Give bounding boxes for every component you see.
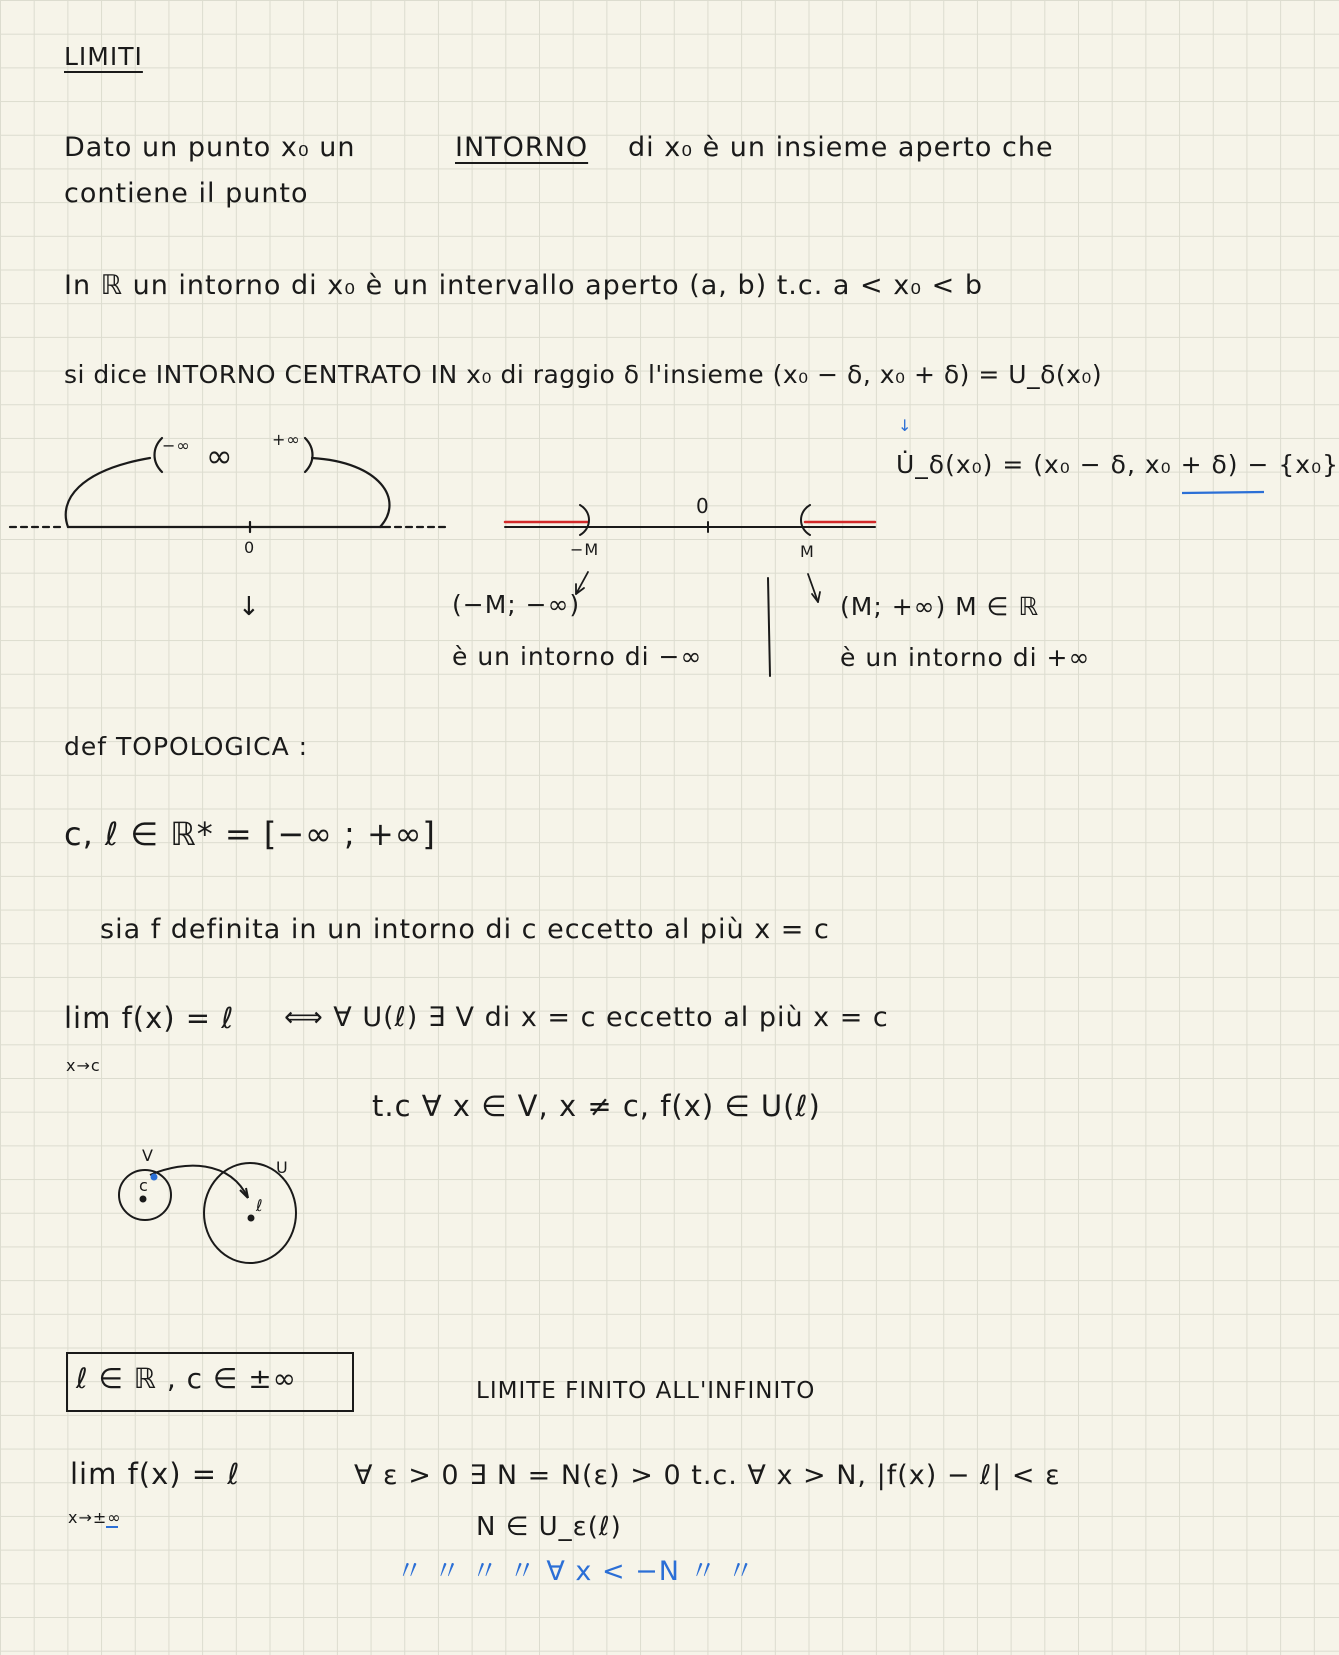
def-topologica: def TOPOLOGICA : (64, 732, 309, 761)
intorno-bucato-line: U̇_δ(x₀) = (x₀ − δ, x₀ + δ) − {x₀} (896, 450, 1339, 479)
down-arrow-icon: ↓ (238, 592, 261, 622)
limit-condition: t.c ∀ x ∈ V, x ≠ c, f(x) ∈ U(ℓ) (372, 1089, 821, 1123)
limit-lhs: lim f(x) = ℓ (64, 1001, 235, 1035)
venn-u-label: U (276, 1158, 289, 1177)
venn-v-label: V (142, 1146, 154, 1165)
blue-underline (1182, 492, 1264, 493)
keyword-intorno: INTORNO (455, 132, 589, 163)
minus-m-label: −M (570, 540, 600, 559)
venn-c-label: c (139, 1176, 149, 1195)
page-title: LIMITI (64, 42, 143, 71)
def-intorno-line1b: di x₀ è un insieme aperto che (628, 132, 1054, 163)
blue-arrow-icon: ↓ (898, 416, 913, 435)
neg-inf-label: −∞ (162, 436, 191, 455)
finite-limit-neighborhood: N ∈ U_ε(ℓ) (476, 1512, 622, 1542)
finite-limit-rhs: ∀ ε > 0 ∃ N = N(ε) > 0 t.c. ∀ x > N, |f(x) − ℓ| < ε (354, 1460, 1061, 1491)
fig1-zero: 0 (244, 538, 256, 557)
limit-sub: x→c (66, 1056, 101, 1075)
def-intorno-line2: contiene il punto (64, 178, 309, 209)
right-interval: (M; +∞) M ∈ ℝ (840, 592, 1040, 621)
intorno-r-line: In ℝ un intorno di x₀ è un intervallo aperto (a, b) t.c. a < x₀ < b (64, 270, 983, 301)
pos-inf-label: +∞ (272, 430, 301, 449)
fig2-zero: 0 (696, 494, 710, 518)
finite-limit-sub: x→±∞ (68, 1508, 122, 1527)
boxed-text: ℓ ∈ ℝ , c ∈ ±∞ (76, 1362, 298, 1395)
intorno-centrato-line: si dice INTORNO CENTRATO IN x₀ di raggio δ l'insieme (x₀ − δ, x₀ + δ) = U_δ(x₀) (64, 360, 1103, 389)
m-label: M (800, 542, 815, 561)
left-interval: (−M; −∞) (452, 590, 581, 619)
left-caption: è un intorno di −∞ (452, 642, 703, 671)
section-title: LIMITE FINITO ALL'INFINITO (476, 1378, 816, 1404)
finite-limit-lhs: lim f(x) = ℓ (70, 1457, 241, 1491)
def-intorno-line1a: Dato un punto x₀ un (64, 132, 356, 163)
right-caption: è un intorno di +∞ (840, 643, 1091, 672)
ditto-line: 〃 〃 〃 〃 ∀ x < −N 〃 〃 (396, 1556, 756, 1587)
infinity-symbol: ∞ (206, 437, 234, 475)
limit-rhs: ⟺ ∀ U(ℓ) ∃ V di x = c eccetto al più x = c (284, 1002, 889, 1033)
extended-reals: c, ℓ ∈ ℝ* = [−∞ ; +∞] (64, 815, 436, 853)
hypothesis-line: sia f definita in un intorno di c eccetto al più x = c (100, 914, 830, 945)
venn-l-label: ℓ (256, 1196, 264, 1215)
